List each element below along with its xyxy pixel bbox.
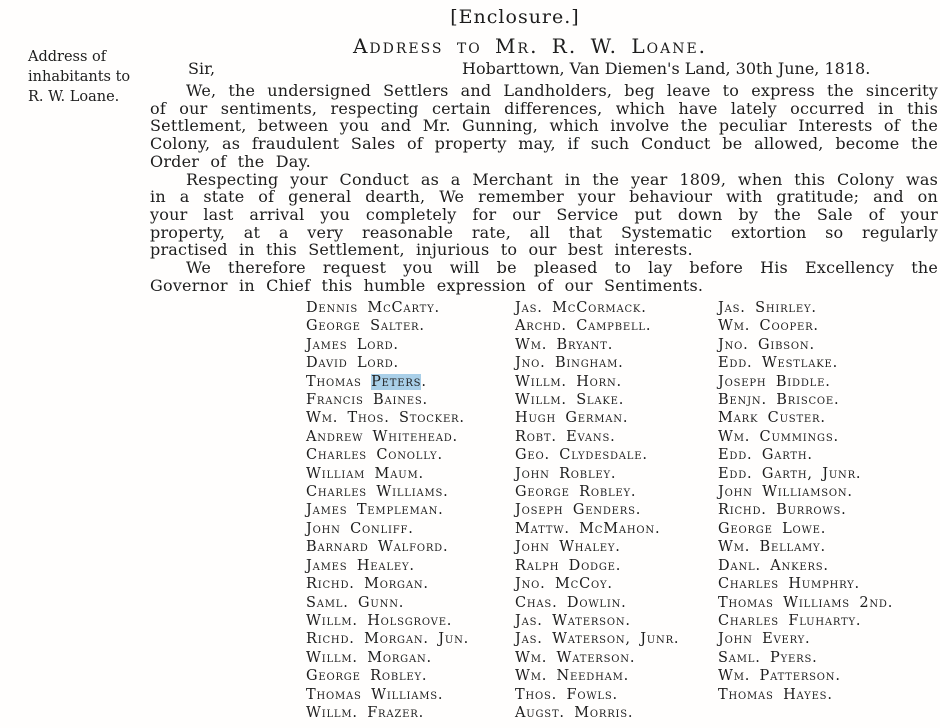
signatory-name: Richd. Morgan. [306, 576, 429, 593]
signatory-name: Jas. Waterson. [515, 612, 631, 629]
signatory-name: Willm. Frazer. [306, 704, 424, 721]
signatory-name: Willm. Holsgrove. [306, 612, 453, 629]
signatory-name: Wm. Cummings. [718, 428, 839, 445]
signatory-name: George Robley. [306, 668, 428, 685]
signatory-name: Jno. Gibson. [718, 336, 815, 353]
signatory-name: Edd. Garth. [718, 447, 813, 464]
signatory-name: Barnard Walford. [306, 539, 449, 556]
signatory-name: Thomas Williams 2nd. [718, 594, 894, 611]
letter-paragraph: We therefore request you will be pleased to lay before His Excellency the Governor in Chief this humble expression of our Sentiments. [150, 258, 938, 295]
signatory-name: John Robley. [515, 465, 617, 482]
signatory-name: Dennis McCarty. [306, 300, 440, 316]
signatory-name: Ralph Dodge. [515, 557, 622, 574]
signatory-name: Wm. Cooper. [718, 318, 819, 335]
salutation-row [150, 59, 938, 79]
signatory-name: Wm. Bellamy. [718, 539, 826, 556]
signatory-name: Willm. Horn. [515, 373, 622, 390]
signatory-name: George Salter. [306, 318, 425, 335]
signatory-name: Mattw. McMahon. [515, 520, 661, 537]
signatory-name: Charles Humphry. [718, 576, 860, 593]
signatory-name: Wm. Thos. Stocker. [306, 410, 465, 427]
signature-column-1 [306, 299, 516, 722]
dateline: Hobarttown, Van Diemen's Land, 30th June, 1818. [462, 59, 871, 78]
signatory-name: Mark Custer. [718, 410, 826, 427]
highlighted-signatory-surname: Peters [371, 373, 422, 390]
signatory-name: Wm. Patterson. [718, 668, 841, 685]
signatory-name: Wm. Needham. [515, 668, 630, 685]
signatory-name: George Lowe. [718, 520, 827, 537]
signatory-name: Joseph Biddle. [718, 373, 831, 390]
signatory-name: Thomas Williams. [306, 686, 444, 703]
margin-note-line: Address of [28, 49, 107, 65]
signatory-name: Edd. Westlake. [718, 355, 839, 372]
signatory-name: Chas. Dowlin. [515, 594, 627, 611]
salutation: Sir, [188, 59, 216, 78]
signatory-name: Jas. Shirley. [718, 300, 817, 316]
margin-note-line: inhabitants to [28, 69, 131, 85]
signatory-name: Willm. Slake. [515, 392, 625, 409]
letter-paragraph: We, the undersigned Settlers and Landholders, beg leave to express the sincerity of our sentiments, respecting certain differences, which have lately occurred in this Settlement, between you and Mr. Gunning, which involve the peculiar Interests of the Colony, as fraudulent Sales of property may, if such Conduct be allowed, become the Order of the Day. [150, 81, 938, 171]
signatory-name: Geo. Clydesdale. [515, 447, 648, 464]
signature-column-3 [718, 299, 928, 704]
signatory-name: Benjn. Briscoe. [718, 392, 840, 409]
signatory-name: James Templeman. [306, 502, 444, 519]
signatory-name: Augst. Morris. [515, 704, 634, 721]
signatory-name: John Williamson. [718, 484, 853, 501]
signatory-name: Thomas Hayes. [718, 686, 833, 703]
signatory-name: Saml. Gunn. [306, 594, 405, 611]
signatory-name: Jas. McCormack. [515, 300, 647, 316]
signatory-name: William Maum. [306, 465, 424, 482]
signatory-name: Saml. Pyers. [718, 649, 818, 666]
signature-column-2 [515, 299, 725, 722]
signatory-name: Danl. Ankers. [718, 557, 829, 574]
signatory-name: Joseph Genders. [515, 502, 642, 519]
signatory-name: Charles Fluharty. [718, 612, 862, 629]
signatory-name: James Healey. [306, 557, 415, 574]
page-title: Address to Mr. R. W. Loane. [352, 34, 708, 58]
signatory-name: Francis Baines. [306, 392, 428, 409]
signature-list [0, 299, 940, 728]
signatory-name: John Conliff. [306, 520, 414, 537]
signatory-name: Hugh German. [515, 410, 629, 427]
signatory-name: Richd. Morgan. Jun. [306, 631, 470, 648]
signatory-name: Thomas Peters. [306, 373, 427, 390]
signatory-name: Richd. Burrows. [718, 502, 847, 519]
signatory-name: Edd. Garth, Junr. [718, 465, 862, 482]
signatory-name: Jno. Bingham. [515, 355, 624, 372]
signatory-name: James Lord. [306, 336, 399, 353]
signatory-name: Jno. McCoy. [515, 576, 613, 593]
letter-paragraph: Respecting your Conduct as a Merchant in the year 1809, when this Colony was in a state of general dearth, We remember your behaviour with gratitude; and on your last arrival you completely for our Service put down by the Sale of your property, at a very reasonable rate, all that Systematic extortion so regularly practised in this Settlement, injurious to our best interests. [150, 169, 938, 260]
signatory-name: Charles Williams. [306, 484, 449, 501]
signatory-name: John Every. [718, 631, 811, 648]
enclosure-label: [Enclosure.] [450, 6, 580, 28]
margin-note-line: R. W. Loane. [28, 89, 120, 105]
signatory-name: Jas. Waterson, Junr. [515, 631, 680, 648]
signatory-name: David Lord. [306, 355, 399, 372]
signatory-name: Archd. Campbell. [515, 318, 652, 335]
signatory-name: Thos. Fowls. [515, 686, 618, 703]
signatory-name: George Robley. [515, 484, 637, 501]
signatory-name: Willm. Morgan. [306, 649, 432, 666]
signatory-name: Charles Conolly. [306, 447, 443, 464]
signatory-name: Wm. Waterson. [515, 649, 636, 666]
signatory-name: Wm. Bryant. [515, 336, 614, 353]
signatory-name: Robt. Evans. [515, 428, 616, 445]
signatory-name: Andrew Whitehead. [306, 428, 458, 445]
letter-body [150, 82, 938, 294]
margin-note [28, 47, 158, 107]
signatory-name: John Whaley. [515, 539, 621, 556]
